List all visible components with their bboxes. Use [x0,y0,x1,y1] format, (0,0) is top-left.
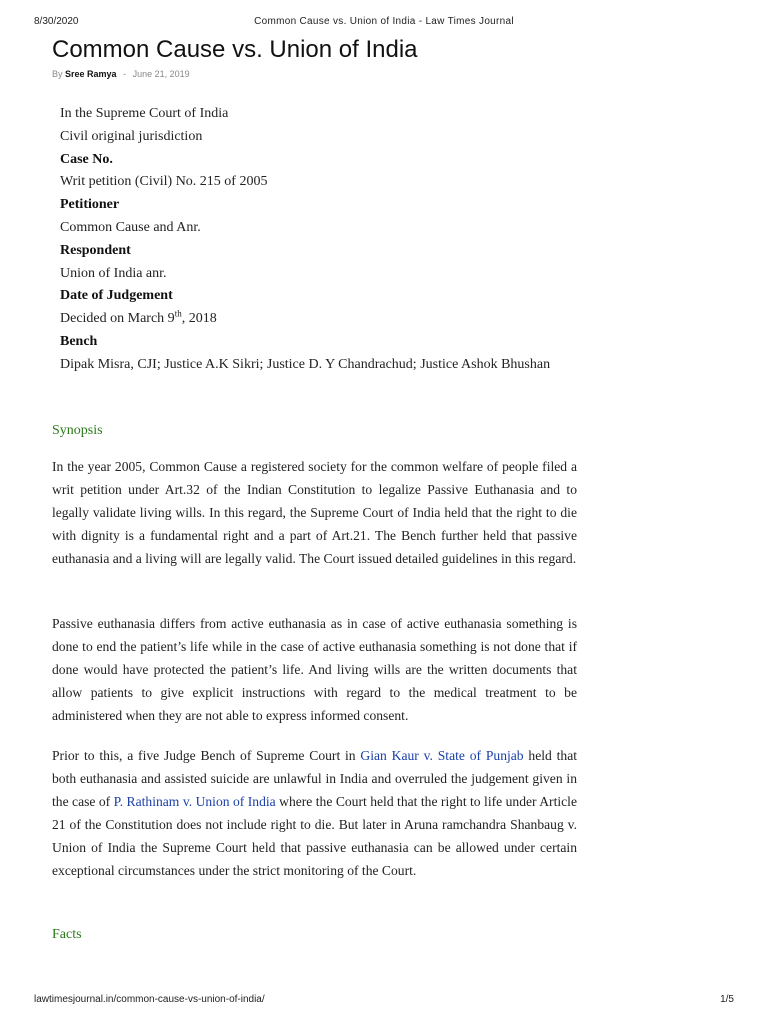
article-title: Common Cause vs. Union of India [52,36,418,63]
author-link[interactable]: Sree Ramya [65,69,117,79]
byline-separator: - [123,69,127,79]
print-page-title: Common Cause vs. Union of India - Law Times Journal [254,16,514,27]
facts-heading: Facts [52,927,82,942]
synopsis-paragraph-1: In the year 2005, Common Cause a registered society for the common welfare of people filed a writ petition under Art.32 of the Indian Constitution to legalize Passive Euthanasia and to legally validate living wills. In this regard, the Supreme Court of India held that the right to die with dignity is a fundamental right and a part of Art.21. The Bench further held that passive euthanasia and a living will are legally valid. The Court issued detailed guidelines in this regard. [52,459,577,566]
court-name: In the Supreme Court of India [60,106,229,121]
synopsis-paragraph-3 [52,745,577,882]
print-url: lawtimesjournal.in/common-cause-vs-union-of-india/ [34,994,265,1005]
bench-value: Dipak Misra, CJI; Justice A.K Sikri; Justice D. Y Chandrachud; Justice Ashok Bhushan [60,356,551,372]
bench-label: Bench [60,333,98,349]
print-header [34,16,734,30]
respondent-label: Respondent [60,242,131,258]
p3-text-2: held that both euthanasia and assisted suicide are unlawful in India and overruled the judgement given in the case of [52,748,577,809]
publish-date: June 21, 2019 [132,69,190,79]
respondent-value: Union of India anr. [60,265,167,281]
print-date: 8/30/2020 [34,16,79,27]
case-info-block [60,103,580,377]
petitioner-label: Petitioner [60,197,120,213]
rathinam-link[interactable]: P. Rathinam v. Union of India [113,793,276,809]
judgement-date-sup: th [174,308,182,319]
synopsis-paragraph-2: Passive euthanasia differs from active euthanasia as in case of active euthanasia something is done to end the patient’s life while in the case of active euthanasia something is not done that if done would have protected the patient’s life. And living wills are the written documents that allow patients to give explicit instructions with regard to the medical treatment to be administered when they are not able to express informed consent. [52,616,577,723]
gian-kaur-link[interactable]: Gian Kaur v. State of Punjab [360,748,524,763]
page-number: 1/5 [720,994,734,1005]
judgement-date-label: Date of Judgement [60,288,173,304]
judgement-date-prefix: Decided on March 9 [60,311,175,327]
p3-text-1: Prior to this, a five Judge Bench of Supreme Court in [52,748,361,763]
judgement-date-value [60,308,580,331]
jurisdiction: Civil original jurisdiction [60,128,203,144]
petitioner-value: Common Cause and Anr. [60,219,201,235]
print-footer [34,994,734,1008]
synopsis-heading: Synopsis [52,423,103,438]
case-no-value: Writ petition (Civil) No. 215 of 2005 [60,174,268,190]
p3-text-3: where the Court held that the right to life under Article 21 of the Constitution does not include right to die. But later in Aruna ramchandra Shanbaug v. Union of India the Supreme Court held that passive euthanasia can be allowed under certain exceptional circumstances under the strict monitoring of the Court. [52,793,577,878]
judgement-date-suffix: , 2018 [181,311,217,327]
case-no-label: Case No. [60,151,113,167]
byline [52,69,190,79]
byline-by: By [52,69,63,79]
